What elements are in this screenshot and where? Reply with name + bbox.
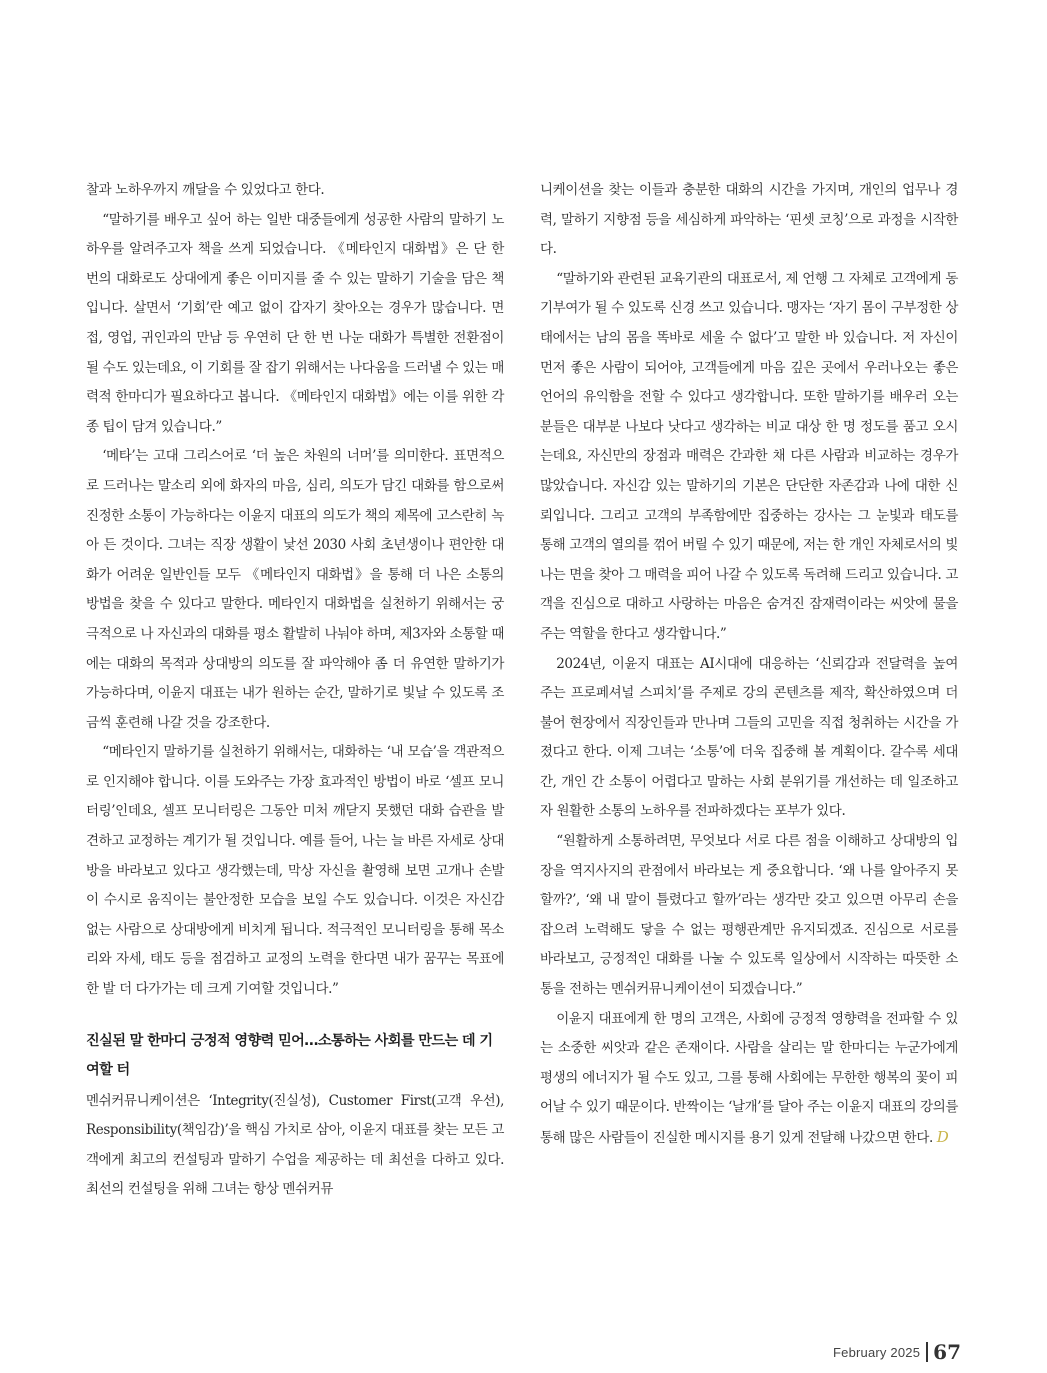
body-paragraph: ‘메타’는 고대 그리스어로 ‘더 높은 차원의 너머’를 의미한다. 표면적으로 드러나는 말소리 외에 화자의 마음, 심리, 의도가 담긴 대화를 함으로써 진정한 소통이 가능하다는 이윤지 대표의 의도가 책의 제목에 고스란히 녹아 든 것이다. 그녀는 직장 생활이 낯선 2030 사회 초년생이나 편안한 대화가 어려운 일반인들 모두 《메타인지 대화법》을 통해 더 나은 소통의 방법을 찾을 수 있다고 말한다. 메타인지 대화법을 실천하기 위해서는 궁극적으로 나 자신과의 대화를 평소 활발히 나눠야 하며, 제3자와 소통할 때에는 대화의 목적과 상대방의 의도를 잘 파악해야 좀 더 유연한 말하기가 가능하다며, 이윤지 대표는 내가 원하는 순간, 말하기로 빛날 수 있도록 조금씩 훈련해 나갈 것을 강조한다. — [86, 448, 504, 731]
end-mark-icon: D — [936, 1128, 949, 1146]
body-paragraph: “원활하게 소통하려면, 무엇보다 서로 다른 점을 이해하고 상대방의 입장을 역지사지의 관점에서 바라보는 게 중요합니다. ‘왜 나를 알아주지 못할까?’, ‘왜 내 말이 틀렸다고 할까’라는 생각만 갖고 있으면 아무리 손을 잡으려 노력해도 닿을 수 없는 평행관계만 유지되겠죠. 진심으로 서로를 바라보고, 긍정적인 대화를 나눌 수 있도록 일상에서 시작하는 따뜻한 소통을 전하는 멘쉬커뮤니케이션이 되겠습니다.” — [540, 833, 958, 998]
body-paragraph: “말하기를 배우고 싶어 하는 일반 대중들에게 성공한 사람의 말하기 노하우를 알려주고자 책을 쓰게 되었습니다. 《메타인지 대화법》은 단 한 번의 대화로도 상대에게 좋은 이미지를 줄 수 있는 말하기 기술을 담은 책입니다. 살면서 ‘기회’란 예고 없이 갑자기 찾아오는 경우가 많습니다. 면접, 영업, 귀인과의 만남 등 우연히 단 한 번 나눈 대화가 특별한 전환점이 될 수도 있는데요, 이 기회를 잘 잡기 위해서는 나다움을 드러낼 수 있는 매력적 한마디가 필요하다고 봅니다. 《메타인지 대화법》에는 이를 위한 각종 팁이 담겨 있습니다.” — [86, 211, 504, 435]
footer-divider — [926, 1342, 928, 1362]
body-paragraph: “메타인지 말하기를 실천하기 위해서는, 대화하는 ‘내 모습’을 객관적으로 인지해야 합니다. 이를 도와주는 가장 효과적인 방법이 바로 ‘셀프 모니터링’인데요, 셀프 모니터링은 그동안 미처 깨닫지 못했던 대화 습관을 발견하고 교정하는 계기가 될 것입니다. 예를 들어, 나는 늘 바른 자세로 상대방을 바라보고 있다고 생각했는데, 막상 자신을 촬영해 보면 고개나 손발이 수시로 움직이는 불안정한 모습을 보일 수도 있습니다. 이것은 자신감 없는 사람으로 상대방에게 비치게 됩니다. 적극적인 모니터링을 통해 목소리와 자세, 태도 등을 점검하고 교정의 노력을 한다면 내가 꿈꾸는 목표에 한 발 더 다가가는 데 크게 기여할 것입니다.” — [86, 744, 504, 998]
body-paragraph-last — [540, 1005, 958, 1154]
issue-date: February 2025 — [833, 1344, 921, 1360]
section-subheading: 진실된 말 한마디 긍정적 영향력 믿어…소통하는 사회를 만드는 데 기여할 터 — [86, 1032, 493, 1078]
body-paragraph: 2024년, 이윤지 대표는 AI시대에 대응하는 ‘신뢰감과 전달력을 높여 주는 프로페셔널 스피치’를 주제로 강의 콘텐츠를 제작, 확산하였으며 더불어 현장에서 직장인들과 만나며 그들의 고민을 직접 청취하는 시간을 가졌다고 한다. 이제 그녀는 ‘소통’에 더욱 집중해 볼 계획이다. 갈수록 세대 간, 개인 간 소통이 어렵다고 말하는 사회 분위기를 개선하는 데 일조하고자 원활한 소통의 노하우를 전파하겠다는 포부가 있다. — [540, 655, 958, 820]
body-paragraph: 찰과 노하우까지 깨달을 수 있었다고 한다. — [86, 182, 325, 198]
last-paragraph-text: 이윤지 대표에게 한 명의 고객은, 사회에 긍정적 영향력을 전파할 수 있는 소중한 씨앗과 같은 존재이다. 사람을 살리는 말 한마디는 누군가에게 평생의 에너지가 될 수도 있고, 그를 통해 사회에는 무한한 행복의 꽃이 피어날 수 있기 때문이다. 반짝이는 ‘날개’를 달아 주는 이윤지 대표의 강의를 통해 많은 사람들이 진실한 메시지를 용기 있게 전달해 나갔으면 한다. — [540, 1010, 958, 1146]
right-column — [540, 176, 958, 1154]
page-number: 67 — [933, 1340, 961, 1364]
body-paragraph: 니케이션을 찾는 이들과 충분한 대화의 시간을 가지며, 개인의 업무나 경력, 말하기 지향점 등을 세심하게 파악하는 ‘핀셋 코칭’으로 과정을 시작한다. — [540, 182, 958, 258]
page-footer — [833, 1340, 961, 1364]
body-paragraph: 멘쉬커뮤니케이션은 ‘Integrity(진실성), Customer First(고객 우선), Responsibility(책임감)’을 핵심 가치로 삼아, 이윤지 대표를 찾는 모든 고객에게 최고의 컨설팅과 말하기 수업을 제공하는 데 최선을 다하고 있다. 최선의 컨설팅을 위해 그녀는 항상 멘쉬커뮤 — [86, 1092, 504, 1198]
body-paragraph: “말하기와 관련된 교육기관의 대표로서, 제 언행 그 자체로 고객에게 동기부여가 될 수 있도록 신경 쓰고 있습니다. 맹자는 ‘자기 몸이 구부정한 상태에서는 남의 몸을 똑바로 세울 수 없다’고 말한 바 있습니다. 저 자신이 먼저 좋은 사람이 되어야, 고객들에게 마음 깊은 곳에서 우러나오는 좋은 언어의 유익함을 전할 수 있다고 생각합니다. 또한 말하기를 배우러 오는 분들은 대부분 나보다 낫다고 생각하는 비교 대상 한 명 정도를 품고 오시는데요, 자신만의 장점과 매력은 간과한 채 다른 사람과 비교하는 경우가 많았습니다. 자신감 있는 말하기의 기본은 단단한 자존감과 나에 대한 신뢰입니다. 그리고 고객의 부족함에만 집중하는 강사는 그 눈빛과 태도를 통해 고객의 열의를 꺾어 버릴 수 있기 때문에, 저는 한 개인 자체로서의 빛나는 면을 찾아 그 매력을 피어 나갈 수 있도록 독려해 드리고 있습니다. 고객을 진심으로 대하고 사랑하는 마음은 숨겨진 잠재력이라는 씨앗에 물을 주는 역할을 한다고 생각합니다.” — [540, 270, 958, 642]
left-column — [86, 176, 504, 1205]
